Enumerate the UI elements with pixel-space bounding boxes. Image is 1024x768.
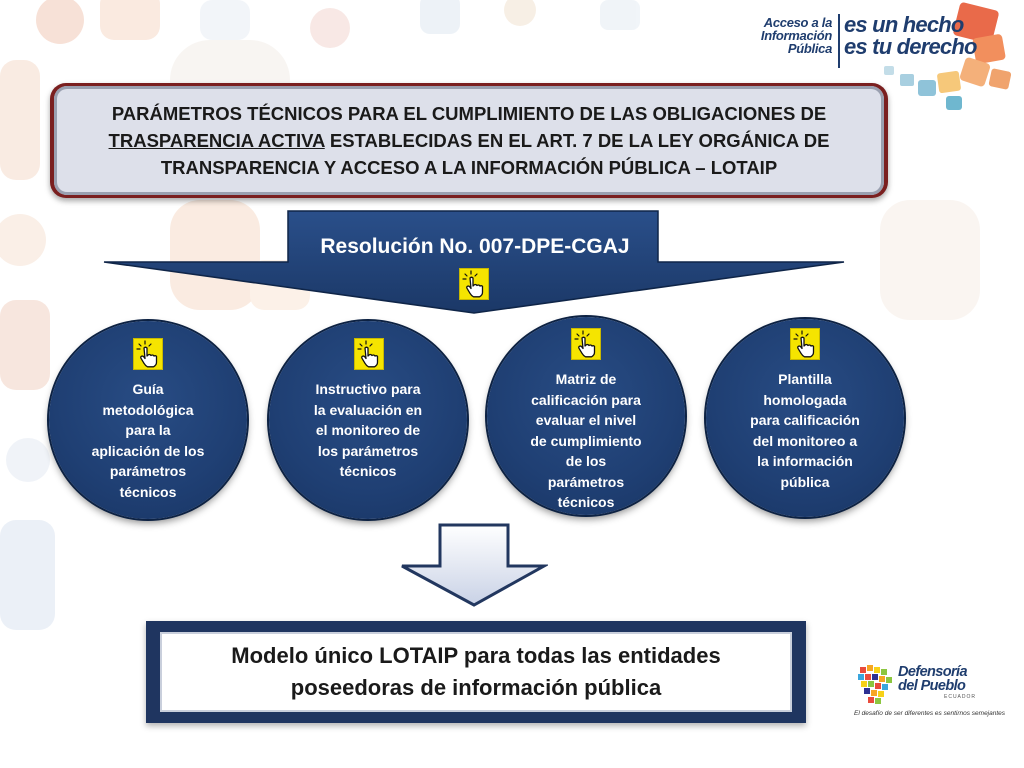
- circle-4-line-2: homologada: [763, 391, 847, 408]
- logo-divider: [838, 14, 840, 68]
- circle-2-line-4: los parámetros: [317, 442, 419, 459]
- logo-left-line-3: Pública: [787, 41, 832, 56]
- circle-2-text: [269, 379, 467, 482]
- model-line-1: Modelo único LOTAIP para todas las entidades: [231, 643, 721, 668]
- circle-1-line-1: Guía: [132, 381, 164, 397]
- defensoria-slogan: El desafío de ser diferentes es sentirnos semejantes: [854, 710, 1006, 717]
- circle-3-line-4: de cumplimiento: [530, 432, 642, 449]
- title-underlined-phrase: TRASPARENCIA ACTIVA: [108, 130, 325, 151]
- circle-2-line-5: técnicos: [339, 463, 397, 479]
- circle-4-text: [706, 369, 904, 492]
- circle-2-line-1: Instructivo para: [315, 381, 421, 397]
- model-line-2: poseedoras de información pública: [290, 675, 662, 700]
- resolution-label: Resolución No. 007-DPE-CGAJ: [320, 235, 630, 258]
- defensoria-line-2: del Pueblo: [898, 678, 966, 694]
- logo-right-line-2: es tu derecho: [844, 34, 977, 59]
- page-title: [79, 100, 860, 181]
- circle-2-line-2: la evaluación en: [313, 401, 423, 418]
- logo-right-text: [844, 14, 977, 58]
- circle-4-line-4: del monitoreo a: [752, 432, 858, 449]
- circle-3-line-7: técnicos: [557, 494, 615, 510]
- circle-1-line-2: metodológica: [102, 401, 194, 418]
- circle-4-line-6: pública: [780, 473, 830, 490]
- circle-2-line-3: el monitoreo de: [315, 422, 421, 438]
- logo-left-line-2: Información: [760, 28, 832, 43]
- model-text: [231, 640, 720, 704]
- circle-3-line-5: de los: [565, 453, 607, 469]
- circle-4-line-1: Plantilla: [778, 371, 832, 387]
- circle-1-text: [49, 379, 247, 502]
- hand-pointer-click-icon[interactable]: [459, 268, 489, 300]
- hand-pointer-click-icon[interactable]: [571, 328, 601, 360]
- hand-pointer-click-icon[interactable]: [354, 338, 384, 370]
- model-box-inner: [162, 634, 790, 710]
- down-arrow-icon: [398, 522, 548, 608]
- circle-3-line-1: Matriz de: [555, 371, 617, 387]
- circle-3-line-2: calificación para: [531, 391, 641, 408]
- title-frame: [50, 83, 888, 198]
- model-box: [146, 621, 806, 723]
- ecuador-map-icon: [856, 663, 896, 707]
- circle-3-line-3: evaluar el nivel: [535, 412, 637, 428]
- logo-left-text: [756, 16, 832, 55]
- circle-4-line-3: para calificación: [750, 412, 860, 428]
- circle-4-line-5: la información: [757, 453, 853, 469]
- logo-right-line-1: es un hecho: [844, 12, 964, 37]
- title-line-1: PARÁMETROS TÉCNICOS PARA EL CUMPLIMIENTO DE LAS OBLIGACIONES DE: [111, 103, 827, 124]
- circle-1-line-4: aplicación de los: [91, 442, 205, 459]
- defensoria-line-1: Defensoría: [898, 664, 967, 680]
- defensoria-del-pueblo-logo: [854, 661, 1006, 723]
- logo-left-line-1: Acceso a la: [763, 15, 832, 30]
- title-line-3: TRANSPARENCIA Y ACCESO A LA INFORMACIÓN PÚBLICA – LOTAIP: [160, 157, 778, 178]
- circle-1-line-3: para la: [125, 422, 171, 438]
- title-line-2: ESTABLECIDAS EN EL ART. 7 DE LA LEY ORGÁNICA DE: [324, 130, 830, 151]
- title-box: [54, 86, 884, 195]
- circle-1-line-5: parámetros: [109, 463, 187, 479]
- hand-pointer-click-icon[interactable]: [790, 328, 820, 360]
- circle-3-text: [487, 369, 685, 513]
- circle-1-line-6: técnicos: [119, 483, 177, 500]
- defensoria-country: ECUADOR: [944, 694, 977, 700]
- hand-pointer-click-icon[interactable]: [133, 338, 163, 370]
- circle-3-line-6: parámetros: [547, 473, 625, 490]
- defensoria-name: [898, 665, 967, 693]
